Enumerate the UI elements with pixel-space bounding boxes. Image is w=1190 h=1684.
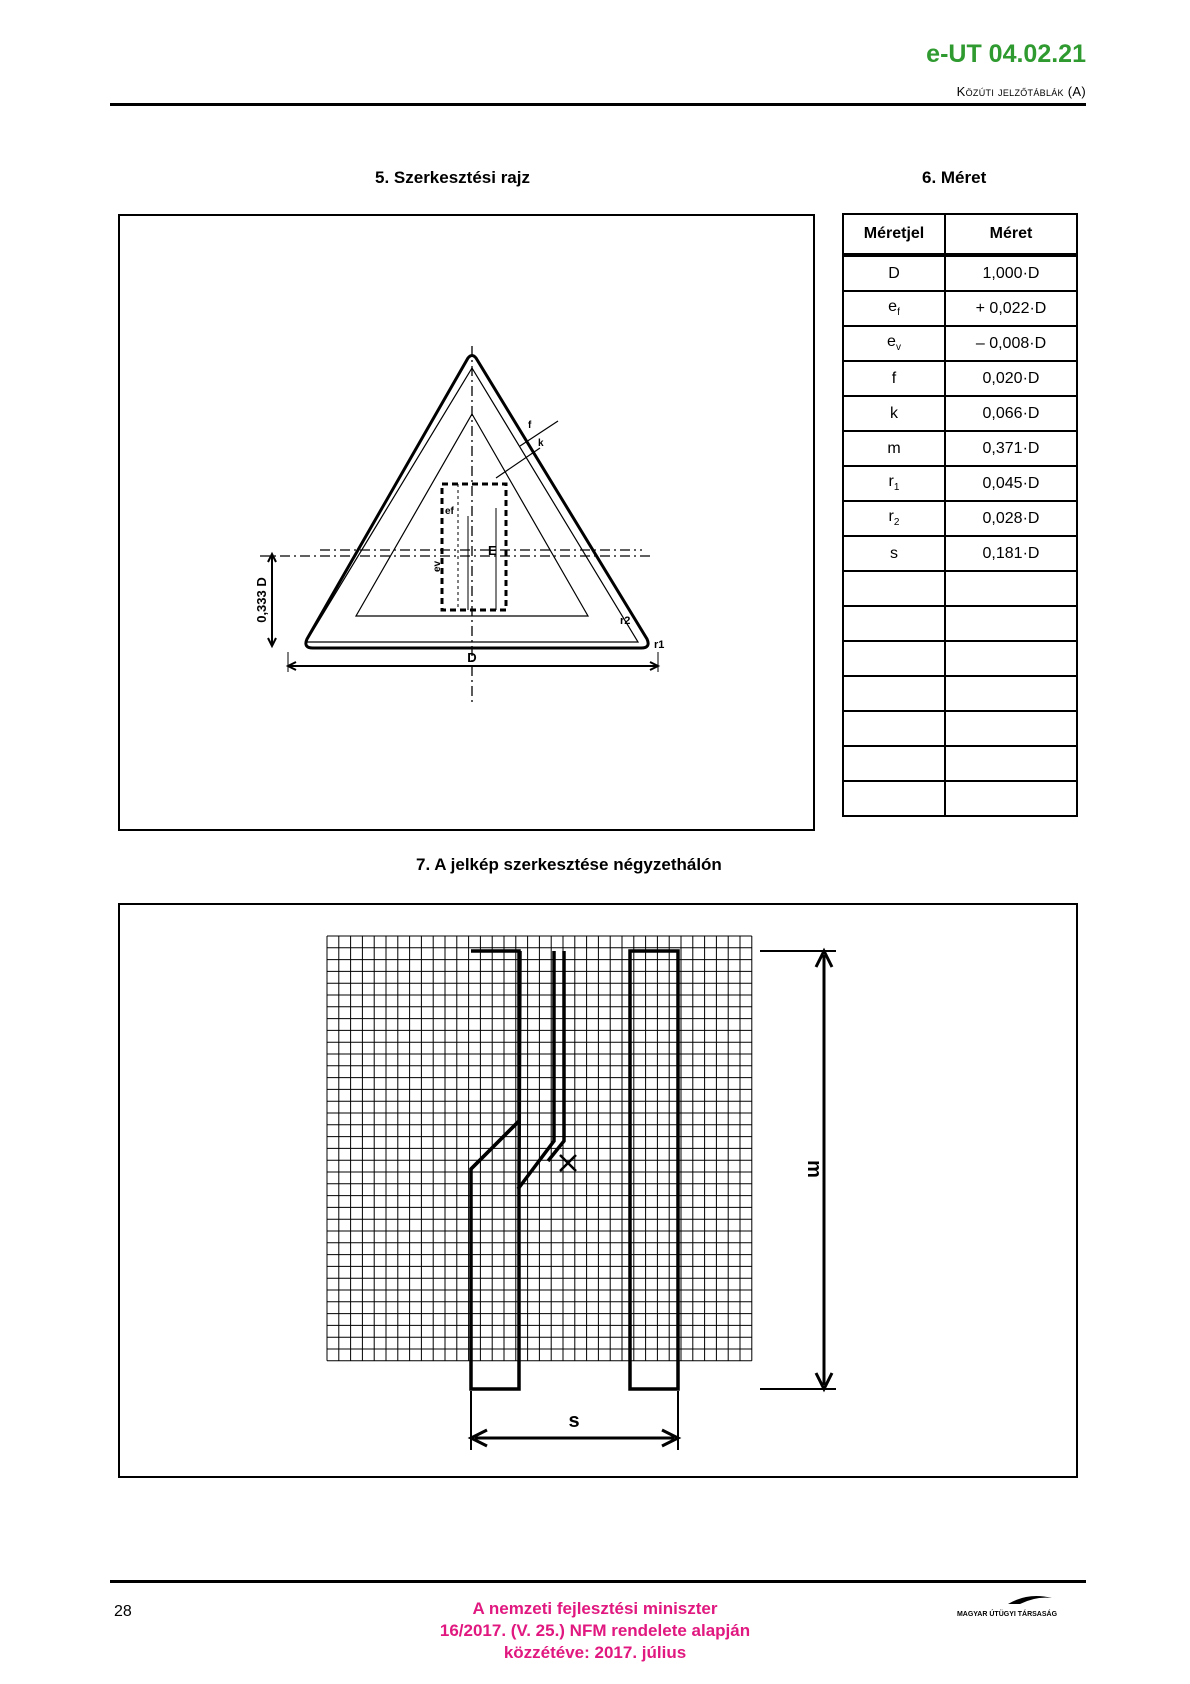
section-7-title: 7. A jelkép szerkesztése négyzethálón [416,855,722,874]
table-row [843,536,1077,571]
table-row [843,396,1077,431]
footer-note-line-1: A nemzeti fejlesztési miniszter [472,1599,718,1618]
dimension-symbol-subscript: v [895,342,901,354]
dimension-symbol-cell [843,711,945,746]
dimension-symbol: m [887,439,901,457]
dimension-value-cell: + 0,022·D [945,291,1077,326]
dimension-value-cell [945,711,1077,746]
dimension-symbol-cell [843,676,945,711]
ev-label: ev [432,560,443,572]
table-row [843,711,1077,746]
dimension-symbol-cell [843,431,945,466]
footer-note [345,1598,845,1664]
table-row [843,606,1077,641]
dimension-symbol-cell [843,466,945,501]
dimension-symbol: e [887,333,896,351]
dimension-value-cell: 0,045·D [945,466,1077,501]
dimension-symbol-cell [843,361,945,396]
dimension-symbol-cell [843,641,945,676]
k-label: k [538,438,544,449]
dimension-value-cell [945,781,1077,816]
dimension-symbol-cell [843,536,945,571]
dimension-symbol: f [891,369,897,387]
center-label: E [488,543,497,558]
dimension-symbol: e [888,298,898,316]
document-subtitle: Közúti jelzőtáblák (A) [956,84,1086,99]
dimension-symbol: r [888,508,894,526]
dimension-symbol: s [890,544,898,562]
dimension-symbol-subscript: 1 [893,482,900,494]
dimension-table [842,213,1078,817]
table-row [843,676,1077,711]
dimension-value-cell: 0,066·D [945,396,1077,431]
dimension-symbol-cell [843,606,945,641]
dimension-value-cell: 0,371·D [945,431,1077,466]
table-row [843,466,1077,501]
f-label: f [528,420,532,431]
table-row [843,361,1077,396]
section-5-title: 5. Szerkesztési rajz [375,168,530,187]
table-row [843,255,1077,291]
table-row [843,641,1077,676]
table-row [843,431,1077,466]
dimension-value-cell [945,641,1077,676]
height-dimension-label: 0,333 D [254,577,269,623]
table-row [843,746,1077,781]
column-header-symbol: Méretjel [843,214,945,255]
dimension-value-cell: 1,000·D [945,255,1077,291]
m-dimension-label: m [803,1160,825,1178]
publisher-logo [928,1590,1086,1620]
symbol-middle-lines [518,951,564,1189]
dimension-symbol-cell [843,571,945,606]
dimension-symbol-cell [843,326,945,361]
dimension-table-body [843,255,1077,816]
dimension-value-cell [945,676,1077,711]
table-row [843,571,1077,606]
construction-drawing [120,216,813,829]
dimension-symbol-subscript: 2 [893,517,900,529]
symbol-diagonal-left [471,1121,519,1169]
width-dimension-label: D [467,650,477,665]
outer-triangle [306,356,648,649]
grid-construction [120,905,1076,1476]
dimension-symbol-cell [843,396,945,431]
table-header-row [843,214,1077,255]
dimension-value-cell: – 0,008·D [945,326,1077,361]
section-6-title: 6. Méret [922,168,987,187]
center-cross [560,1155,576,1171]
dimension-symbol-subscript: f [897,307,900,319]
dimension-symbol: r [888,473,894,491]
dimension-symbol-cell [843,781,945,816]
footer-note-line-3: közzétéve: 2017. július [503,1643,687,1662]
s-dimension-label: s [568,1410,580,1432]
dimension-value-cell [945,571,1077,606]
logo-swoosh-icon [1008,1596,1052,1604]
header-rule [110,103,1086,106]
r2-label: r2 [620,615,631,627]
square-grid [327,936,752,1361]
footer-note-line-2: 16/2017. (V. 25.) NFM rendelete alapján [439,1621,751,1640]
symbol-left-stroke [471,951,520,1389]
table-row [843,781,1077,816]
symbol-right-bar [630,951,678,1389]
dimension-value-cell: 0,028·D [945,501,1077,536]
dimension-value-cell [945,606,1077,641]
ef-label: ef [445,506,454,517]
grid-construction-frame [118,903,1078,1478]
dimension-symbol: k [890,404,898,422]
dimension-symbol-cell [843,501,945,536]
logo-text: MAGYAR ÚTÜGYI TÁRSASÁG [956,1611,1058,1618]
dimension-symbol-cell [843,255,945,291]
dimension-value-cell: 0,020·D [945,361,1077,396]
table-row [843,501,1077,536]
dimension-symbol: D [888,264,900,282]
footer-rule [110,1580,1086,1583]
document-code: e-UT 04.02.21 [926,40,1086,68]
page-number: 28 [114,1603,132,1620]
dimension-symbol-cell [843,291,945,326]
construction-drawing-frame [118,214,815,831]
k-dimension-line [496,448,540,478]
dimension-value-cell [945,746,1077,781]
r1-label: r1 [654,639,665,651]
dimension-symbol-cell [843,746,945,781]
dimension-value-cell: 0,181·D [945,536,1077,571]
table-row [843,326,1077,361]
table-row [843,291,1077,326]
column-header-value: Méret [945,214,1077,255]
